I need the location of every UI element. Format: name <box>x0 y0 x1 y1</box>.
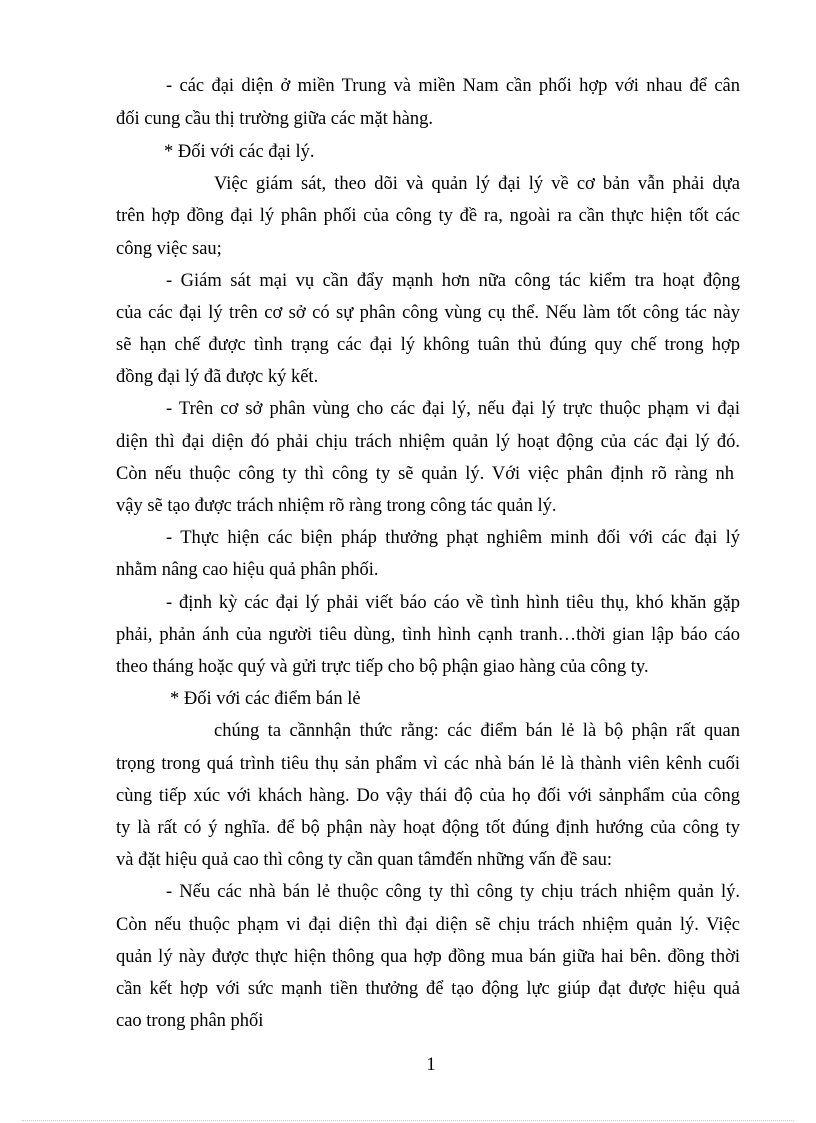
text-line: - các đại diện ở miền Trung và miền Nam cần phối hợp với nhau để cân <box>166 76 740 96</box>
text-line: cần kết hợp với sức mạnh tiền thưởng để tạo động lực giúp đạt được hiệu quả <box>116 979 740 999</box>
text-line: theo tháng hoặc quý và gửi trực tiếp cho bộ phận giao hàng của công ty. <box>116 657 649 677</box>
page-bottom-divider <box>22 1120 794 1121</box>
text-line: vậy sẽ tạo được trách nhiệm rõ ràng trong công tác quản lý. <box>116 496 557 516</box>
text-line: đối cung cầu thị trường giữa các mặt hàng. <box>116 109 434 129</box>
page-number: 1 <box>426 1055 436 1075</box>
text-line: ty là rất có ý nghĩa. để bộ phận này hoạt động tốt đúng định hướng của công ty <box>116 818 740 838</box>
text-line: - Giám sát mại vụ cần đẩy mạnh hơn nữa công tác kiểm tra hoạt động <box>166 271 740 291</box>
text-line: cao trong phân phối <box>116 1011 264 1031</box>
text-line: diện thì đại diện đó phải chịu trách nhiệm quản lý hoạt động của các đại lý đó. <box>116 432 740 452</box>
text-line: chúng ta cầnnhận thức rằng: các điểm bán lẻ là bộ phận rất quan <box>214 721 740 741</box>
text-line: - Thực hiện các biện pháp thưởng phạt nghiêm minh đối với các đại lý <box>166 528 740 548</box>
section-heading-retail: * Đối với các điểm bán lẻ <box>170 689 361 709</box>
text-line: phải, phản ánh của người tiêu dùng, tình hình cạnh tranh…thời gian lập báo cáo <box>116 625 740 645</box>
text-line: - định kỳ các đại lý phải viết báo cáo về tình hình tiêu thụ, khó khăn gặp <box>166 593 740 613</box>
text-line: sẽ hạn chế được tình trạng các đại lý không tuân thủ đúng quy chế trong hợp <box>116 335 740 355</box>
text-line: công việc sau; <box>116 239 222 259</box>
text-line: Còn nếu thuộc công ty thì công ty sẽ quản lý. Với việc phân định rõ ràng nh <box>116 464 734 484</box>
text-line: cùng tiếp xúc với khách hàng. Do vậy thái độ của họ đối với sảnphẩm của công <box>116 786 740 806</box>
text-line: nhằm nâng cao hiệu quả phân phối. <box>116 560 379 580</box>
text-line: Còn nếu thuộc phạm vi đại diện thì đại diện sẽ chịu trách nhiệm quản lý. Việc <box>116 915 740 935</box>
text-line: - Trên cơ sở phân vùng cho các đại lý, nếu đại lý trực thuộc phạm vi đại <box>166 399 740 419</box>
text-line: - Nếu các nhà bán lẻ thuộc công ty thì công ty chịu trách nhiệm quản lý. <box>166 882 740 902</box>
text-line: trọng trong quá trình tiêu thụ sản phẩm vì các nhà bán lẻ là thành viên kênh cuối <box>116 754 740 774</box>
text-line: trên hợp đồng đại lý phân phối của công ty đề ra, ngoài ra cần thực hiện tốt các <box>116 206 740 226</box>
text-line: Việc giám sát, theo dõi và quản lý đại lý về cơ bản vẫn phải dựa <box>214 174 740 194</box>
section-heading-agents: * Đối với các đại lý. <box>164 142 315 162</box>
text-line: của các đại lý trên cơ sở có sự phân công vùng cụ thể. Nếu làm tốt công tác này <box>116 303 740 323</box>
text-line: đồng đại lý đã được ký kết. <box>116 367 319 387</box>
text-line: quản lý này được thực hiện thông qua hợp đồng mua bán giữa hai bên. đồng thời <box>116 947 740 967</box>
text-line: và đặt hiệu quả cao thì công ty cần quan tâmđến những vấn đề sau: <box>116 850 613 870</box>
